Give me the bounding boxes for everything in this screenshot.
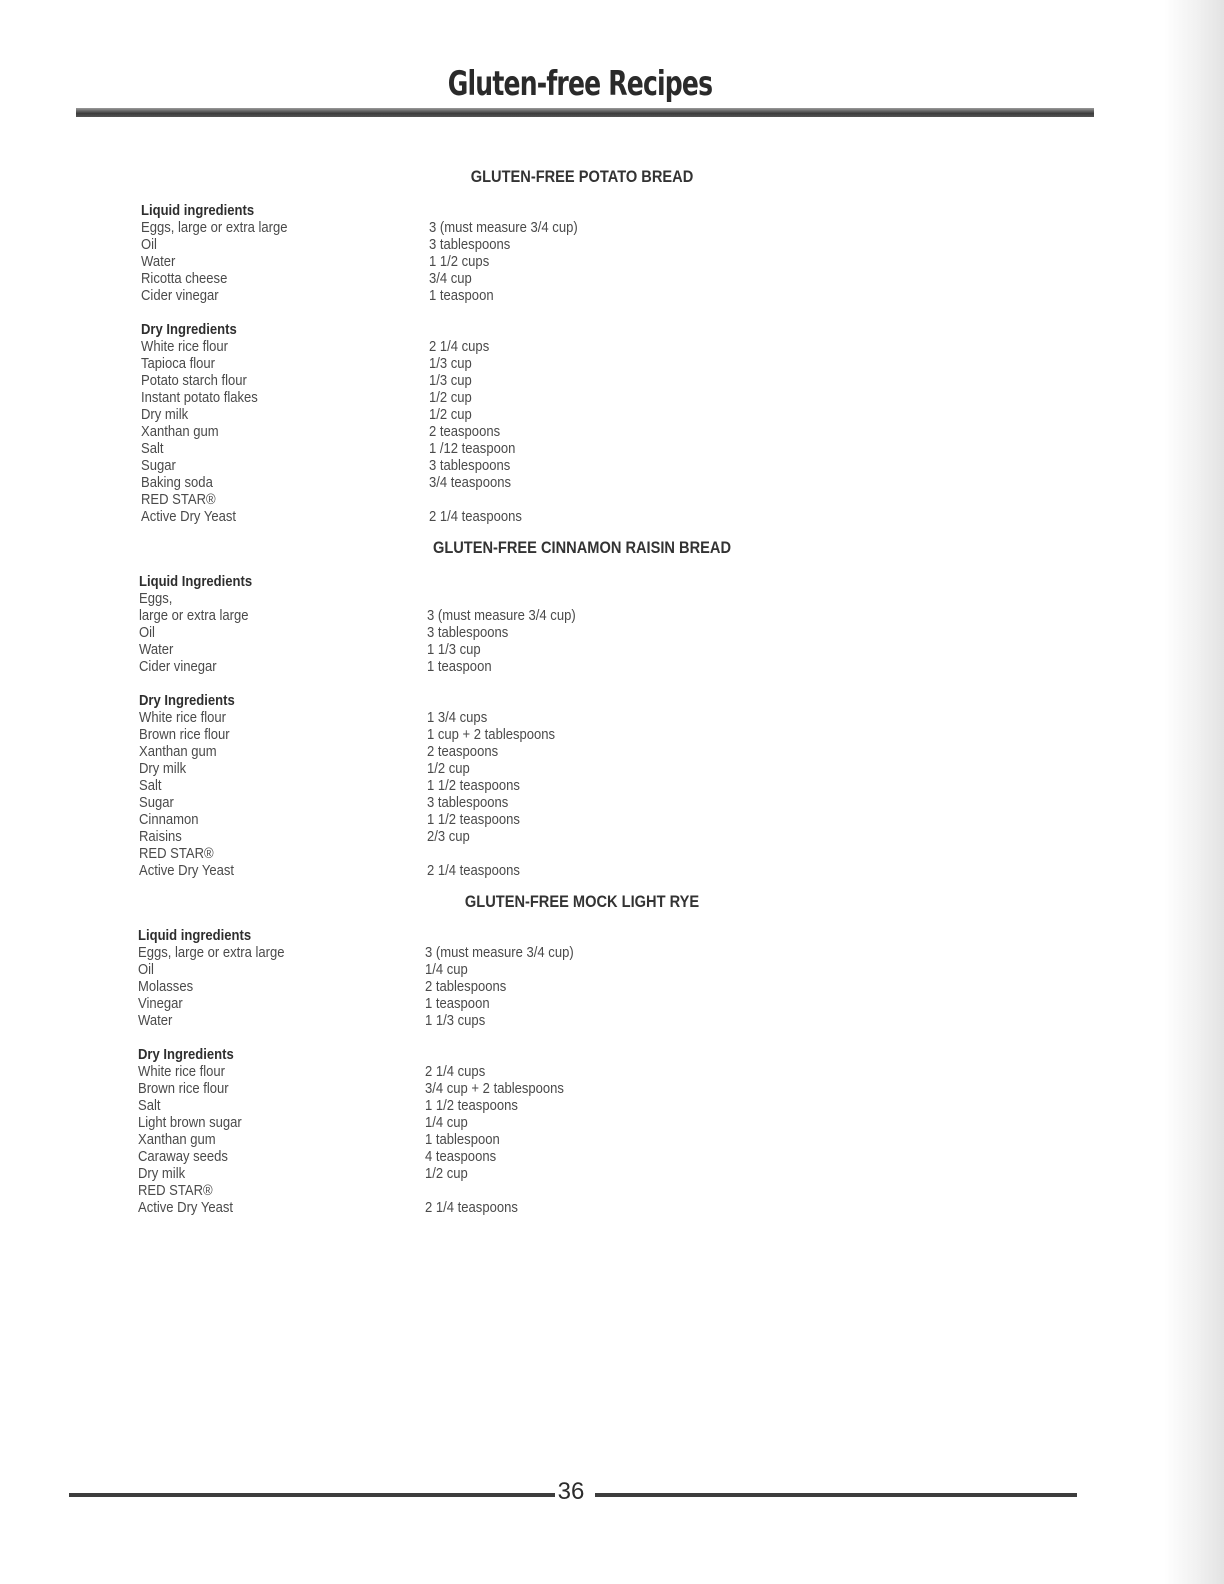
ingredient-name: Potato starch flour [141,373,247,389]
recipe-cinnamon-raisin-amounts [427,591,576,880]
ingredient-amount: 4 teaspoons [425,1149,497,1165]
ingredient-name: Oil [138,962,154,978]
ingredient-name: Xanthan gum [138,1132,216,1148]
ingredient-name: Xanthan gum [139,744,217,760]
ingredient-amount: 1 tablespoon [425,1132,500,1148]
ingredient-amount: 1/4 cup [425,962,468,978]
ingredient-amount: 2 1/4 cups [429,339,490,355]
spacer [141,305,288,322]
ingredient-name: Salt [139,778,162,794]
ingredient-amount: 2 1/4 teaspoons [429,509,522,525]
dry-heading: Dry Ingredients [139,693,235,709]
ingredient-amount: 1 1/2 cups [429,254,490,270]
footer-rule-right [595,1493,1077,1497]
ingredient-name: Vinegar [138,996,183,1012]
spacer [425,1047,574,1064]
ingredient-amount: 2 1/4 cups [425,1064,486,1080]
footer-rule-left [69,1493,555,1497]
recipe-heading-cinnamon-raisin: GLUTEN-FREE CINNAMON RAISIN BREAD [432,538,732,557]
recipe-cinnamon-raisin-items [139,574,252,880]
ingredient-name: Active Dry Yeast [141,509,237,525]
ingredient-name: RED STAR® [141,492,216,508]
ingredient-name: Dry milk [141,407,189,423]
recipe-mock-light-rye-amounts [425,945,574,1217]
spacer [425,1030,574,1047]
ingredient-name: Cider vinegar [139,659,217,675]
ingredient-name: Salt [138,1098,161,1114]
ingredient-amount: 1/4 cup [425,1115,468,1131]
ingredient-name: Baking soda [141,475,213,491]
ingredient-name: White rice flour [141,339,229,355]
ingredient-name: Sugar [139,795,174,811]
ingredient-amount: 3 tablespoons [427,795,509,811]
ingredient-name: Tapioca flour [141,356,215,372]
ingredient-name: Active Dry Yeast [138,1200,234,1216]
ingredient-amount: 2 tablespoons [425,979,507,995]
ingredient-name: RED STAR® [138,1183,213,1199]
liquid-heading: Liquid ingredients [138,928,252,944]
ingredient-name: Brown rice flour [139,727,230,743]
ingredient-name: Raisins [139,829,182,845]
ingredient-name: Water [139,642,174,658]
ingredient-name: RED STAR® [139,846,214,862]
ingredient-name: Dry milk [139,761,187,777]
ingredient-name: Dry milk [138,1166,186,1182]
ingredient-name: Caraway seeds [138,1149,228,1165]
ingredient-amount: 1 cup + 2 tablespoons [427,727,556,743]
recipe-mock-light-rye-items [138,928,285,1217]
page-number: 36 [557,1478,585,1505]
ingredient-amount [427,846,576,863]
ingredient-amount: 1 /12 teaspoon [429,441,516,457]
ingredient-name: large or extra large [139,608,249,624]
ingredient-amount: 1 1/3 cups [425,1013,486,1029]
ingredient-name: Cinnamon [139,812,199,828]
ingredient-name: Light brown sugar [138,1115,242,1131]
ingredient-amount [429,492,578,509]
liquid-heading: Liquid ingredients [141,203,255,219]
ingredient-amount: 1/2 cup [429,407,472,423]
ingredient-name: White rice flour [138,1064,226,1080]
ingredient-amount: 1/3 cup [429,373,472,389]
ingredient-name: Salt [141,441,164,457]
ingredient-name: Oil [139,625,155,641]
page-title: Gluten-free Recipes [447,64,713,104]
spacer [429,305,578,322]
ingredient-amount: 1 teaspoon [427,659,492,675]
ingredient-amount: 1 teaspoon [429,288,494,304]
liquid-heading: Liquid Ingredients [139,574,253,590]
ingredient-amount: 3 (must measure 3/4 cup) [425,945,574,961]
ingredient-name: Active Dry Yeast [139,863,235,879]
ingredient-amount: 2 1/4 teaspoons [425,1200,518,1216]
ingredient-name: Water [141,254,176,270]
ingredient-amount: 1 3/4 cups [427,710,488,726]
ingredient-name: Brown rice flour [138,1081,229,1097]
ingredient-name: Ricotta cheese [141,271,228,287]
recipe-heading-mock-light-rye: GLUTEN-FREE MOCK LIGHT RYE [464,892,700,911]
ingredient-amount: 1 1/2 teaspoons [427,812,520,828]
ingredient-amount: 1/3 cup [429,356,472,372]
ingredient-amount: 3/4 teaspoons [429,475,511,491]
recipe-potato-bread-items [141,203,288,526]
ingredient-amount: 3 (must measure 3/4 cup) [429,220,578,236]
ingredient-amount: 1 teaspoon [425,996,490,1012]
spacer [138,1030,285,1047]
ingredient-name: Cider vinegar [141,288,219,304]
page-edge-shadow [1164,0,1224,1584]
ingredient-amount: 3 tablespoons [427,625,509,641]
ingredient-name: Instant potato flakes [141,390,258,406]
ingredient-amount: 1/2 cup [429,390,472,406]
dry-heading: Dry Ingredients [141,322,237,338]
ingredient-name: Xanthan gum [141,424,219,440]
spacer [139,676,252,693]
ingredient-name: White rice flour [139,710,227,726]
ingredient-amount: 3/4 cup + 2 tablespoons [425,1081,564,1097]
ingredient-amount: 1 1/2 teaspoons [427,778,520,794]
ingredient-amount [427,591,576,608]
ingredient-amount: 1 1/3 cup [427,642,481,658]
spacer [427,676,576,693]
dry-heading: Dry Ingredients [138,1047,234,1063]
ingredient-name: Eggs, [139,591,173,607]
spacer [427,693,576,710]
ingredient-amount: 3/4 cup [429,271,472,287]
title-rule [76,108,1094,117]
ingredient-amount: 3 tablespoons [429,458,511,474]
recipe-potato-bread-amounts [429,220,578,526]
ingredient-name: Oil [141,237,157,253]
ingredient-amount: 1 1/2 teaspoons [425,1098,518,1114]
ingredient-amount: 1/2 cup [427,761,470,777]
ingredient-amount: 1/2 cup [425,1166,468,1182]
spacer [429,322,578,339]
ingredient-amount: 2 1/4 teaspoons [427,863,520,879]
ingredient-name: Molasses [138,979,194,995]
ingredient-name: Water [138,1013,173,1029]
ingredient-name: Sugar [141,458,176,474]
ingredient-amount: 3 (must measure 3/4 cup) [427,608,576,624]
ingredient-amount: 3 tablespoons [429,237,511,253]
ingredient-amount: 2/3 cup [427,829,470,845]
recipe-heading-potato-bread: GLUTEN-FREE POTATO BREAD [470,167,694,186]
ingredient-amount [425,1183,574,1200]
ingredient-name: Eggs, large or extra large [138,945,285,961]
ingredient-amount: 2 teaspoons [429,424,501,440]
ingredient-amount: 2 teaspoons [427,744,499,760]
ingredient-name: Eggs, large or extra large [141,220,288,236]
